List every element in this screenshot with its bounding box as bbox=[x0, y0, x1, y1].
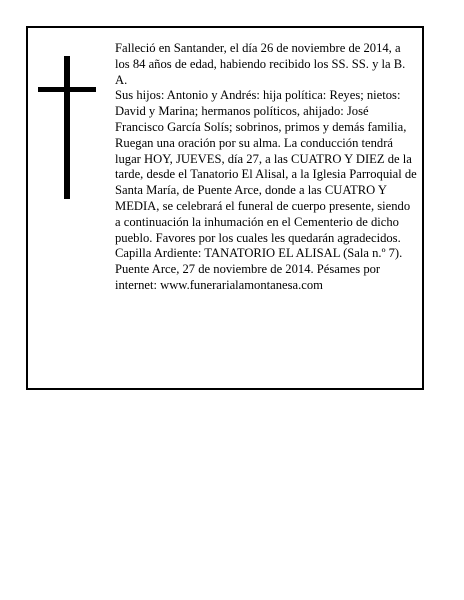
obituary-notice bbox=[26, 26, 424, 390]
cross-horizontal-bar bbox=[38, 87, 96, 92]
cross-vertical-bar bbox=[64, 56, 70, 199]
funeral-details: Ruegan una oración por su alma. La conducción tendrá lugar HOY, JUEVES, día 27, a las CUATRO Y DIEZ de la tarde, desde el Tanatorio El Alisal, a la Iglesia Parroquial de Santa María, de Puente Arce, donde a las CUATRO Y MEDIA, se celebrará el funeral de cuerpo presente, siendo a continuación la inhumación en el Cementerio de dicho pueblo. Favores por los cuales les quedarán agradecidos. Capilla Ardiente: TANATORIO EL ALISAL (Sala n.º 7). bbox=[115, 135, 417, 261]
death-announcement: Falleció en Santander, el día 26 de noviembre de 2014, a los 84 años de edad, habiendo recibido los SS. SS. y la B. A. bbox=[115, 41, 406, 87]
obituary-text bbox=[115, 41, 417, 294]
latin-cross-icon bbox=[38, 56, 96, 199]
family-list: Sus hijos: Antonio y Andrés: hija política: Reyes; nietos: David y Marina; hermanos políticos, ahijado: José Francisco García Solís; sobrinos, primos y demás familia, bbox=[115, 88, 407, 134]
place-date-condolences: Puente Arce, 27 de noviembre de 2014. Pésames por internet: www.funerarialamontanesa.com bbox=[115, 262, 381, 292]
